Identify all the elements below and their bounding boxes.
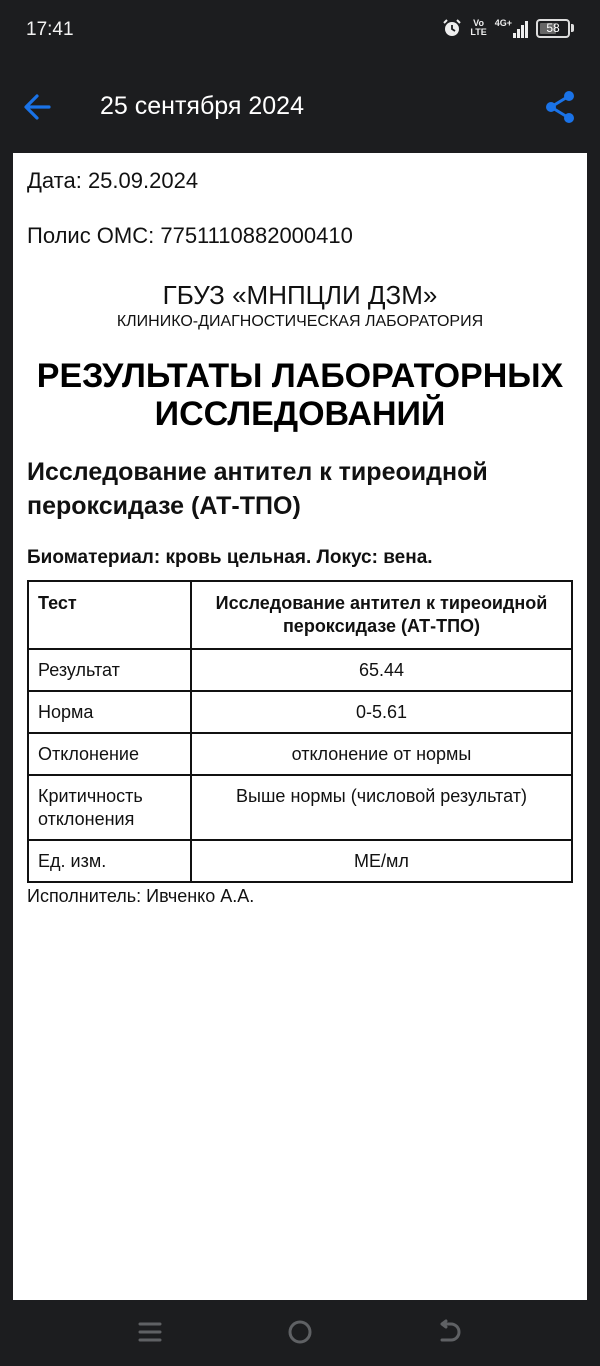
back-icon[interactable]	[436, 1318, 464, 1346]
biomaterial-info: Биоматериал: кровь цельная. Локус: вена.	[27, 547, 433, 568]
study-title: Исследование антител к тиреоидной пероксидазе (АТ-ТПО)	[27, 458, 488, 520]
row-key: Отклонение	[28, 733, 191, 775]
row-key: Результат	[28, 649, 191, 691]
organization-name: ГБУЗ «МНПЦЛИ ДЗМ»	[162, 280, 438, 310]
app-bar	[0, 70, 600, 146]
status-bar	[0, 0, 600, 60]
status-time: 17:41	[26, 19, 74, 40]
lab-report-document	[13, 153, 587, 1300]
menu-icon[interactable]	[136, 1318, 164, 1346]
table-row	[28, 775, 572, 840]
policy-number: Полис ОМС: 7751110882000410	[27, 223, 353, 248]
row-value: 0-5.61	[191, 691, 572, 733]
volte-icon: Vo LTE	[470, 18, 487, 37]
header-key: Тест	[28, 581, 191, 649]
share-icon[interactable]	[544, 90, 576, 124]
results-table	[27, 580, 573, 883]
organization-subtitle: КЛИНИКО-ДИАГНОСТИЧЕСКАЯ ЛАБОРАТОРИЯ	[116, 313, 484, 330]
page-title: 25 сентября 2024	[100, 92, 304, 120]
executor: Исполнитель: Ивченко А.А.	[27, 886, 255, 906]
table-header-row	[28, 581, 572, 649]
status-icons	[442, 18, 574, 38]
table-row	[28, 691, 572, 733]
arrow-left-icon[interactable]	[20, 90, 54, 124]
table-row	[28, 649, 572, 691]
system-nav-bar	[0, 1300, 600, 1366]
report-date: Дата: 25.09.2024	[27, 168, 199, 193]
report-title: РЕЗУЛЬТАТЫ ЛАБОРАТОРНЫХ ИССЛЕДОВАНИЙ	[36, 357, 564, 433]
signal-4g-icon: 4G+	[495, 18, 528, 38]
battery-level: 58	[546, 20, 560, 35]
row-value: 65.44	[191, 649, 572, 691]
table-row	[28, 733, 572, 775]
battery-icon	[536, 19, 574, 38]
home-icon[interactable]	[286, 1318, 314, 1346]
row-value: отклонение от нормы	[191, 733, 572, 775]
row-value: МЕ/мл	[191, 840, 572, 882]
header-value: Исследование антител к тиреоидной пероксидазе (АТ-ТПО)	[191, 581, 572, 649]
alarm-icon	[442, 18, 462, 38]
row-key: Ед. изм.	[28, 840, 191, 882]
table-row	[28, 840, 572, 882]
row-key: Норма	[28, 691, 191, 733]
row-key: Критичность отклонения	[28, 775, 191, 840]
row-value: Выше нормы (числовой результат)	[191, 775, 572, 840]
